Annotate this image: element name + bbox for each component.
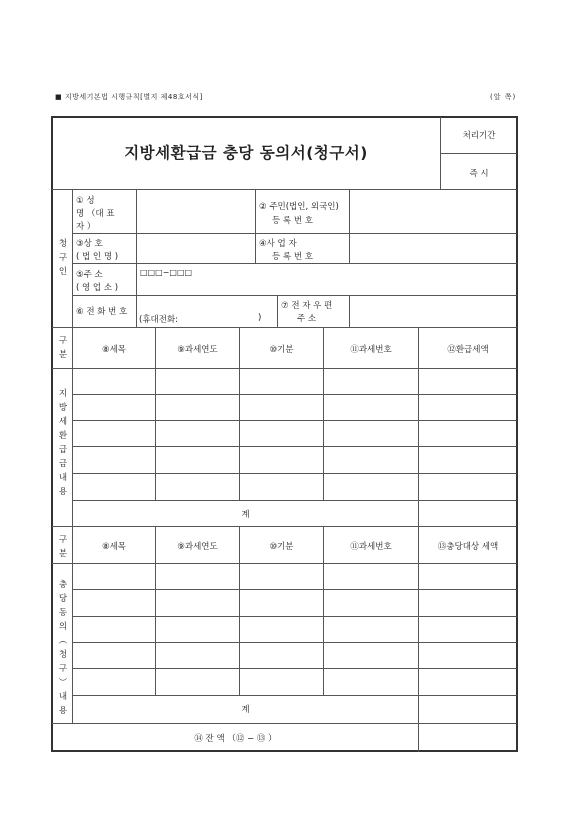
phone-label: ⑥ 전 화 번 호 [76, 307, 128, 317]
address-label-line-2: ( 영 업 소 ) [76, 283, 119, 293]
offset-total-label: 계 [241, 705, 250, 715]
page-side-label: (앞 쪽) [490, 93, 517, 101]
claimant-side-divider [72, 189, 73, 327]
corp-name-label-line-1: ③상 호 [76, 239, 103, 249]
refund-row-line-5 [72, 500, 517, 501]
id-number-label-line-1: ② 주민(법인, 외국인) [259, 202, 339, 212]
offset-col-tax-item: ⑧세목 [101, 542, 127, 552]
offset-side-label: 충 당 동 의 ︵ 청 구 ︶ 내 용 [58, 580, 68, 716]
offset-row-line-4 [72, 668, 517, 669]
refund-row-line-3 [72, 446, 517, 447]
refund-row-line-1 [72, 394, 517, 395]
offset-side-divider [72, 526, 73, 723]
offset-division-label: 구 분 [58, 535, 68, 559]
offset-row-line-5 [72, 695, 517, 696]
offset-row-line-2 [72, 616, 517, 617]
refund-division-label: 구 분 [58, 336, 68, 360]
refund-col-refund-amount: ⑫환급세액 [447, 345, 489, 355]
offset-col-divider-4 [418, 526, 419, 752]
refund-col-tax-number: ⑪과세번호 [350, 345, 392, 355]
refund-col-period: ⑩기분 [269, 345, 294, 355]
business-number-label-line-1: ④사 업 자 [259, 239, 297, 249]
name-label-line-3: 자 ） [76, 222, 96, 232]
refund-col-divider-4 [418, 327, 419, 526]
phone-divider-2 [277, 295, 278, 327]
refund-col-tax-year: ⑨과세연도 [177, 345, 218, 355]
period-divider [440, 153, 517, 154]
refund-row-line-2 [72, 420, 517, 421]
offset-col-tax-number: ⑪과세번호 [350, 542, 392, 552]
address-divider [136, 263, 137, 295]
claimant-col-divider-2 [255, 189, 256, 263]
offset-col-offset-amount: ⑬충당대상 세액 [437, 542, 499, 552]
offset-row-line-1 [72, 589, 517, 590]
claimant-row-line-3 [72, 295, 517, 296]
id-number-label-line-2: 등 록 번 호 [272, 216, 313, 226]
refund-side-divider [72, 327, 73, 526]
refund-header-bottom [52, 368, 517, 369]
processing-period-value: 즉 시 [469, 169, 489, 179]
mobile-close-paren: ) [258, 313, 262, 323]
claimant-section-label: 청 구 인 [58, 239, 68, 277]
name-label-line-2: 명 （대 표 [76, 209, 115, 219]
phone-divider-1 [136, 295, 137, 327]
title-bottom-line [52, 189, 517, 190]
refund-row-line-4 [72, 473, 517, 474]
refund-section-bottom [52, 526, 517, 527]
name-label-line-1: ① 성 [76, 196, 95, 206]
processing-period-label: 처리기간 [462, 131, 496, 141]
phone-divider-3 [349, 295, 350, 327]
business-number-label-line-2: 등 록 번 호 [272, 252, 313, 262]
offset-row-line-3 [72, 642, 517, 643]
offset-section-bottom [52, 723, 517, 724]
email-label-line-1: ⑦ 전 자 우 편 [281, 301, 333, 311]
mobile-label: (휴대전화: [139, 315, 179, 325]
address-label-line-1: ⑤주 소 [76, 270, 103, 280]
offset-header-bottom [52, 563, 517, 564]
claimant-col-divider-1 [136, 189, 137, 263]
document-title: 지방세환급금 충당 동의서(청구서) [124, 144, 368, 162]
claimant-row-line-2 [72, 263, 517, 264]
email-label-line-2: 주 소 [297, 314, 317, 324]
refund-col-tax-item: ⑧세목 [101, 345, 127, 355]
form-reference: ■ 지방세기본법 시행규칙[별지 제48호서식] [55, 93, 203, 101]
claimant-row-line-1 [72, 233, 517, 234]
offset-col-period: ⑩기분 [269, 542, 294, 552]
offset-col-tax-year: ⑨과세연도 [177, 542, 218, 552]
postal-code-placeholder: □□□−□□□ [140, 268, 193, 277]
refund-side-label: 지 방 세 환 급 금 내 용 [58, 389, 68, 497]
balance-label: ⑭ 잔 액 （⑫ − ⑬ ） [194, 734, 277, 744]
corp-name-label-line-2: ( 법 인 명 ) [76, 252, 119, 262]
claimant-col-divider-3 [349, 189, 350, 263]
claimant-bottom-line [52, 327, 517, 328]
refund-total-label: 계 [241, 510, 250, 520]
